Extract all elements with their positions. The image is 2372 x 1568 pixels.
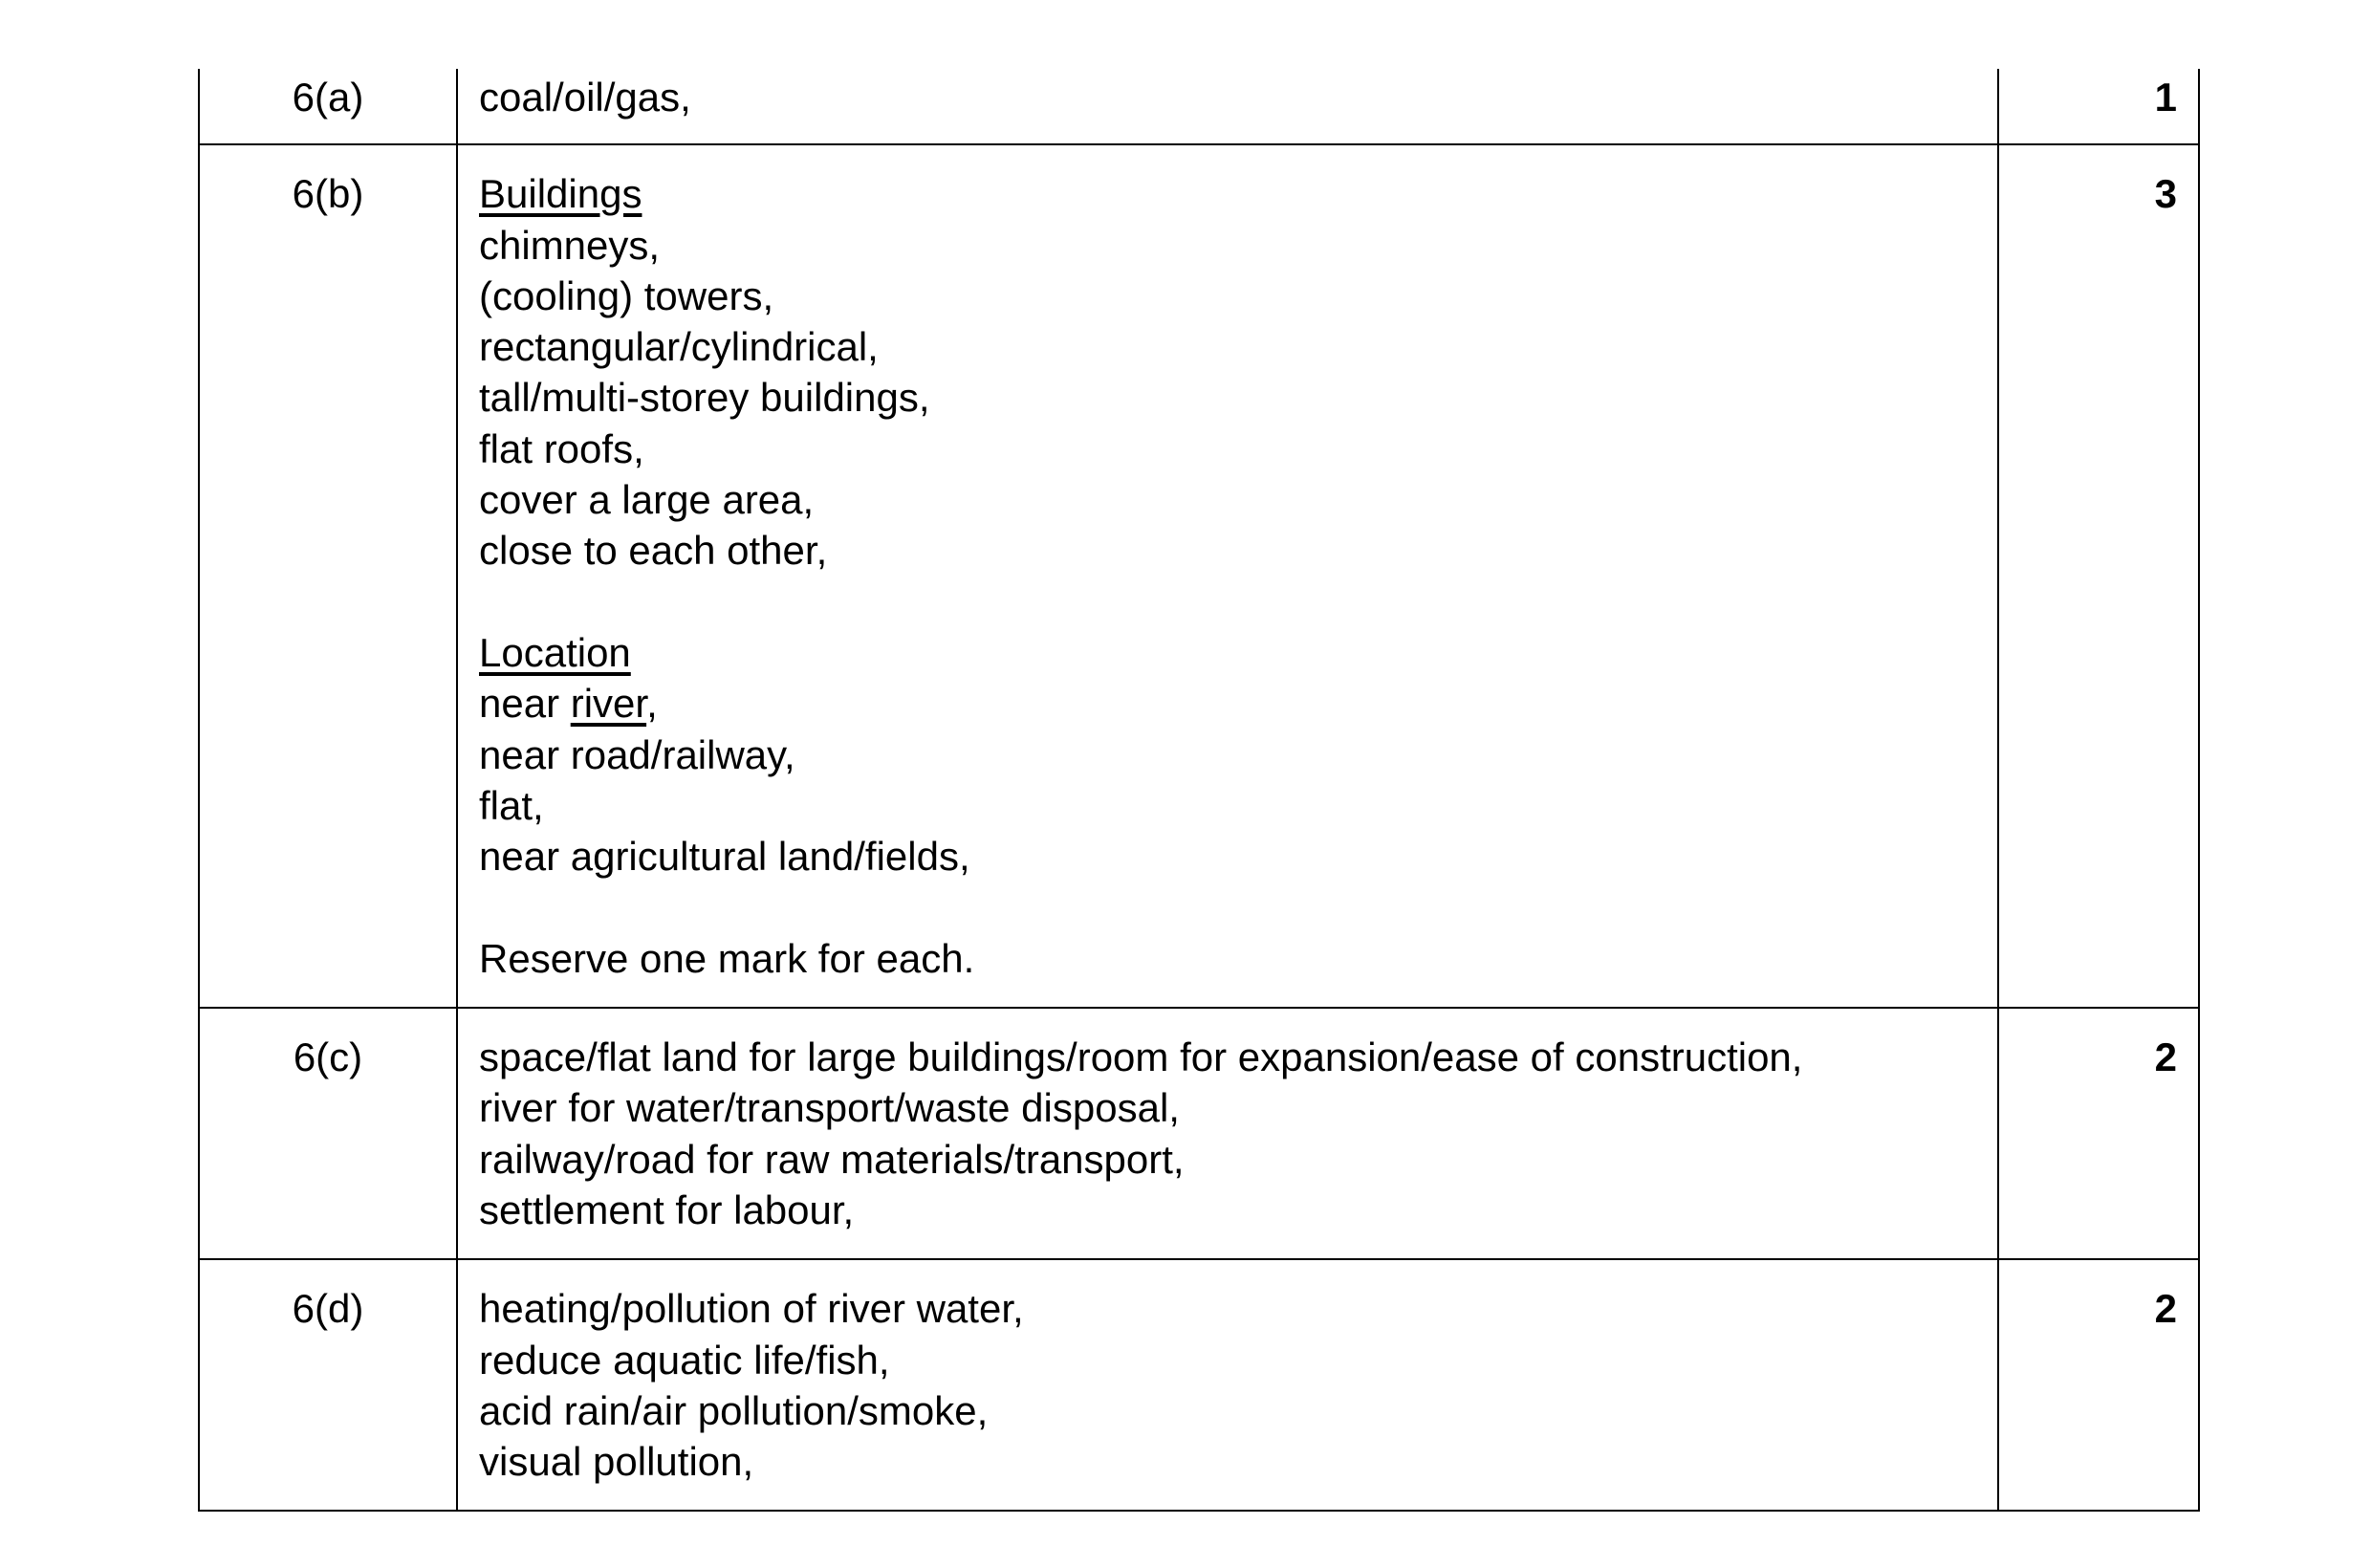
marks-cell: 3 xyxy=(1998,144,2199,1008)
answer-line: heating/pollution of river water, xyxy=(479,1286,1024,1332)
answer-line: reduce aquatic life/fish, xyxy=(479,1337,890,1383)
answer-line: near agricultural land/fields, xyxy=(479,834,970,880)
answer-line: flat, xyxy=(479,782,544,828)
answer-cell xyxy=(457,144,1998,1008)
answer-line: close to each other, xyxy=(479,528,828,574)
answer-line: cover a large area, xyxy=(479,477,815,523)
blank-line xyxy=(479,882,1988,932)
answer-line: acid rain/air pollution/smoke, xyxy=(479,1387,989,1433)
question-number: 6(a) xyxy=(199,69,457,144)
answer-line: tall/multi-storey buildings, xyxy=(479,375,930,421)
answer-line: space/flat land for large buildings/room for expansion/ease of construction, xyxy=(479,1034,1803,1080)
answer-line: coal/oil/gas, xyxy=(479,75,691,120)
question-number: 6(b) xyxy=(199,144,457,1008)
table-row-6b xyxy=(199,144,2199,1008)
underlined-keyword: river xyxy=(570,681,647,727)
answer-cell xyxy=(457,1259,1998,1511)
blank-line xyxy=(479,577,1988,627)
answer-line: flat roofs, xyxy=(479,425,644,471)
answer-line: rectangular/cylindrical, xyxy=(479,324,879,370)
answer-line: near road/railway, xyxy=(479,731,795,777)
question-number: 6(d) xyxy=(199,1259,457,1511)
answer-prefix: near xyxy=(479,681,571,727)
answer-line xyxy=(479,678,1988,729)
answer-cell xyxy=(457,69,1998,144)
answer-line: river for water/transport/waste disposal, xyxy=(479,1085,1180,1131)
answer-line: settlement for labour, xyxy=(479,1187,855,1232)
buildings-heading: Buildings xyxy=(479,171,642,217)
marking-note: Reserve one mark for each. xyxy=(479,935,975,981)
answer-cell xyxy=(457,1008,1998,1259)
question-number: 6(c) xyxy=(199,1008,457,1259)
answer-line: chimneys, xyxy=(479,222,661,268)
marks-cell: 2 xyxy=(1998,1259,2199,1511)
location-heading: Location xyxy=(479,629,631,675)
answer-line: (cooling) towers, xyxy=(479,272,774,318)
answer-line: visual pollution, xyxy=(479,1439,754,1485)
table-row-6c xyxy=(199,1008,2199,1259)
table-row-6a xyxy=(199,69,2199,144)
answer-suffix: , xyxy=(646,681,658,727)
table-row-6d xyxy=(199,1259,2199,1511)
marks-cell: 2 xyxy=(1998,1008,2199,1259)
marks-cell: 1 xyxy=(1998,69,2199,144)
answer-line: railway/road for raw materials/transport, xyxy=(479,1136,1185,1182)
mark-scheme-table xyxy=(198,69,2200,1512)
